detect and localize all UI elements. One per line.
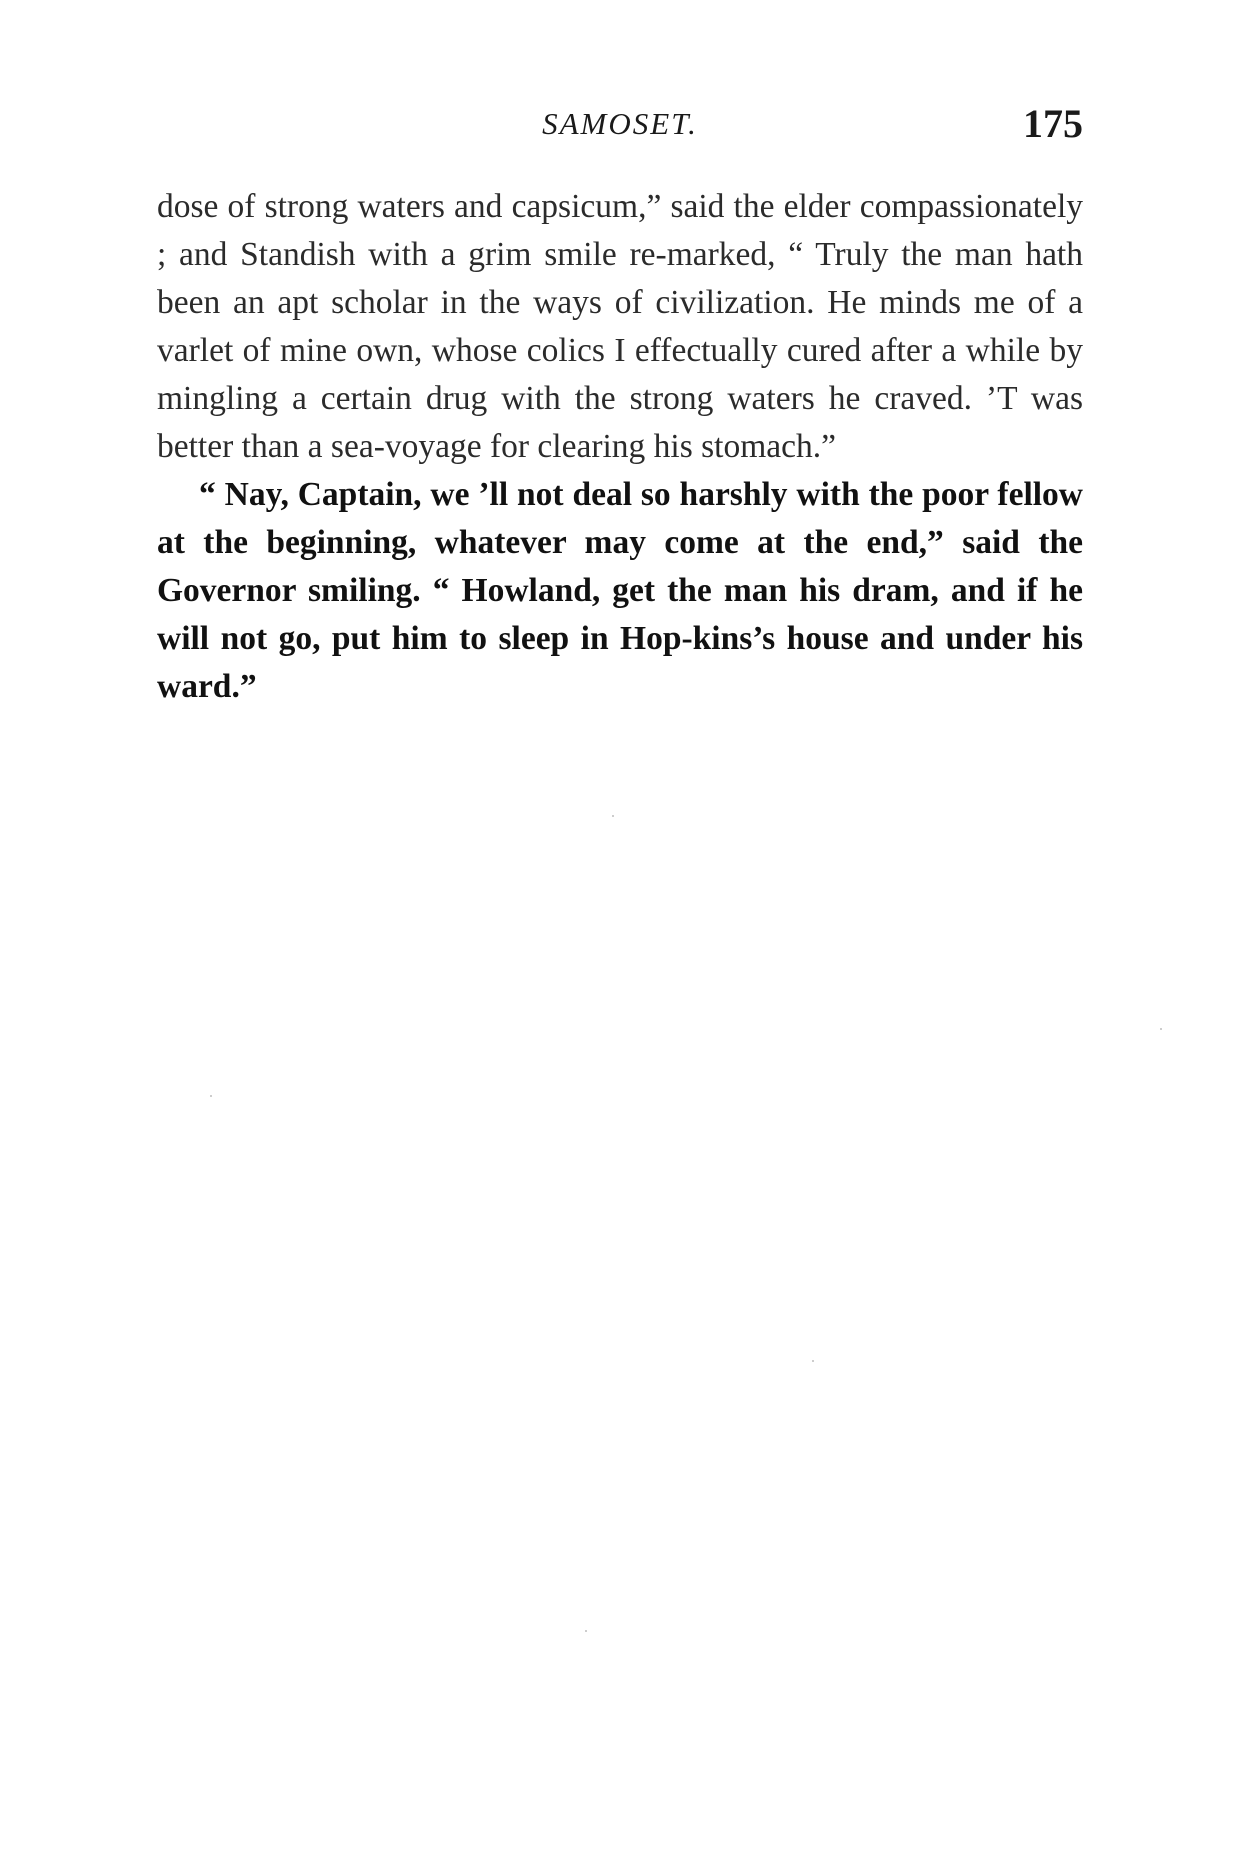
- body-text: [157, 183, 1083, 711]
- paragraph: “ Nay, Captain, we ’ll not deal so harshly with the poor fellow at the beginning, whatever may come at the end,” said the Governor smiling. “ Howland, get the man his dram, and if he will not go, put him to sleep in Hop-kins’s house and under his ward.”: [157, 476, 1083, 705]
- running-head: [157, 100, 1083, 150]
- page-number: 175: [1023, 101, 1083, 146]
- paper-speck: [812, 1360, 814, 1362]
- paper-speck: [210, 1095, 212, 1097]
- running-title: SAMOSET.: [542, 106, 698, 141]
- paper-speck: [612, 815, 614, 817]
- paper-speck: [585, 1630, 587, 1632]
- paper-speck: [1160, 1028, 1162, 1030]
- paragraph: dose of strong waters and capsicum,” said the elder compassionately ; and Standish with a grim smile re-marked, “ Truly the man hath been an apt scholar in the ways of civilization. He minds me of a varlet of mine own, whose colics I effectually cured after a while by mingling a certain drug with the strong waters he craved. ’T was better than a sea-voyage for clearing his stomach.”: [157, 188, 1083, 465]
